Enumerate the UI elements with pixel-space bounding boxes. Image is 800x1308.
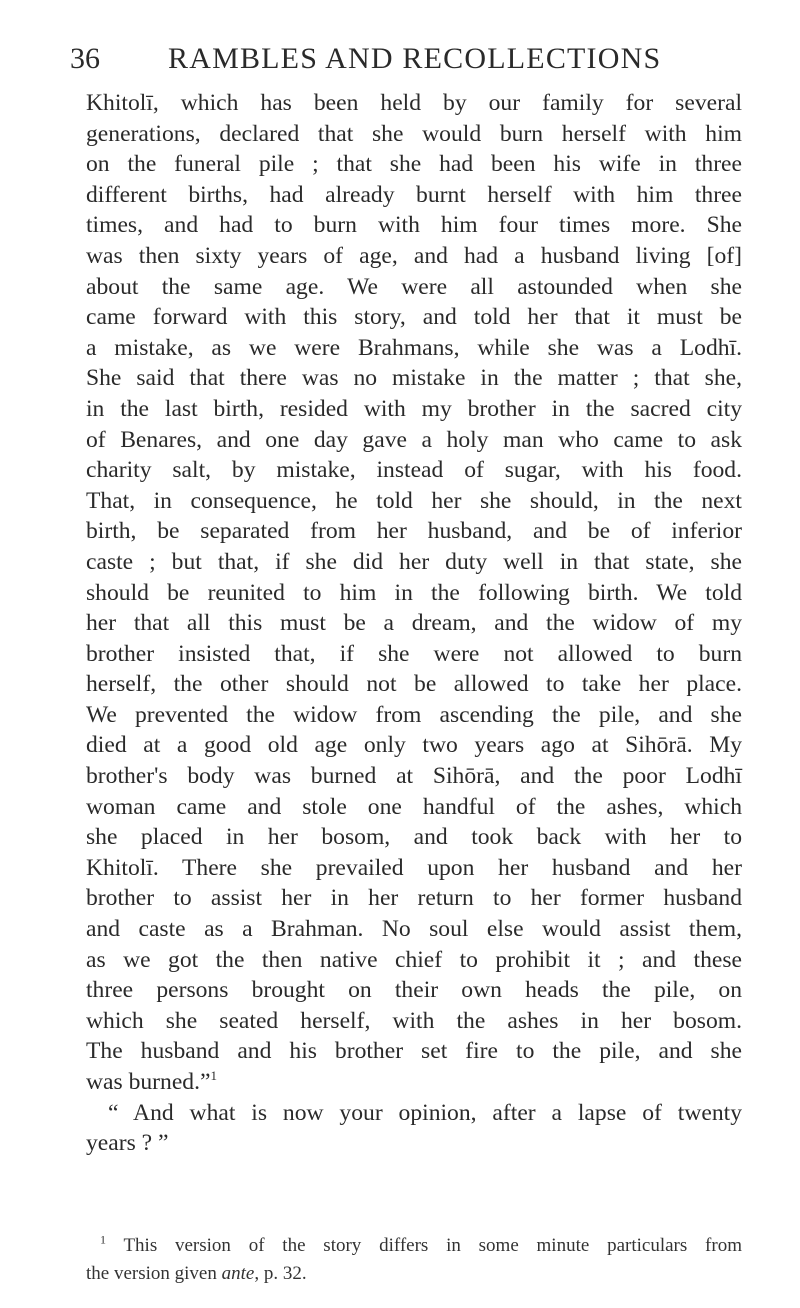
footnote-text: This version of the story differs in some minute particulars from [123,1235,742,1256]
text-line: different births, had already burnt herself with him three [86,181,742,208]
text-line: We prevented the widow from ascending the pile, and she [86,701,742,728]
footnote [86,1232,742,1288]
text-line: That, in consequence, he told her she should, in the next [86,487,742,514]
footnote-line [86,1260,742,1288]
text-line: on the funeral pile ; that she had been his wife in three [86,151,742,178]
text-line: generations, declared that she would burn herself with him [86,120,742,147]
text-line: “ And what is now your opinion, after a lapse of twenty [108,1099,742,1126]
page-header [70,42,770,82]
text-line: The husband and his brother set fire to the pile, and she [86,1038,742,1065]
footnote-text: , p. 32. [254,1263,307,1284]
text-line: times, and had to burn with him four times more. She [86,212,742,239]
footnote-italic-ref: ante [221,1263,255,1284]
text-line: which she seated herself, with the ashes in her bosom. [86,1007,742,1034]
text-line-content: was burned.” [86,1069,211,1095]
text-line: died at a good old age only two years ago at Sihōrā. My [86,732,742,759]
footnote-marker: 1 [100,1232,106,1247]
text-line: years ? ” [86,1130,169,1157]
text-line: in the last birth, resided with my brother in the sacred city [86,395,742,422]
text-line: charity salt, by mistake, instead of sugar, with his food. [86,457,742,484]
text-line: of Benares, and one day gave a holy man who came to ask [86,426,742,453]
footnote-text: the version given [86,1263,222,1284]
text-line: about the same age. We were all astounded when she [86,273,742,300]
text-line: should be reunited to him in the following birth. We told [86,579,742,606]
text-line: brother to assist her in her return to her former husband [86,885,742,912]
text-line: three persons brought on their own heads the pile, on [86,977,742,1004]
text-line: Khitolī. There she prevailed upon her husband and her [86,854,742,881]
text-line: brother insisted that, if she were not allowed to burn [86,640,742,667]
text-line: came forward with this story, and told her that it must be [86,304,742,331]
text-line: she placed in her bosom, and took back with her to [86,824,742,851]
body-text [86,88,742,1159]
running-head: RAMBLES AND RECOLLECTIONS [168,42,662,75]
text-line: her that all this must be a dream, and the widow of my [86,610,742,637]
footnote-line [86,1232,742,1260]
text-line: a mistake, as we were Brahmans, while she was a Lodhī. [86,334,742,361]
page-number: 36 [70,42,100,75]
text-line: woman came and stole one handful of the ashes, which [86,793,742,820]
footnote-reference: 1 [210,1068,217,1084]
text-line: birth, be separated from her husband, and be of inferior [86,518,742,545]
text-line: was then sixty years of age, and had a husband living [of] [86,242,742,269]
text-line: Khitolī, which has been held by our family for several [86,90,742,116]
text-line-with-footnote-ref [86,1067,742,1098]
text-line: herself, the other should not be allowed to take her place. [86,671,742,698]
text-line: and caste as a Brahman. No soul else would assist them, [86,916,742,943]
text-line: brother's body was burned at Sihōrā, and the poor Lodhī [86,763,742,790]
text-line: caste ; but that, if she did her duty well in that state, she [86,548,742,575]
text-line: She said that there was no mistake in the matter ; that she, [86,365,742,392]
text-line: as we got the then native chief to prohibit it ; and these [86,946,742,973]
